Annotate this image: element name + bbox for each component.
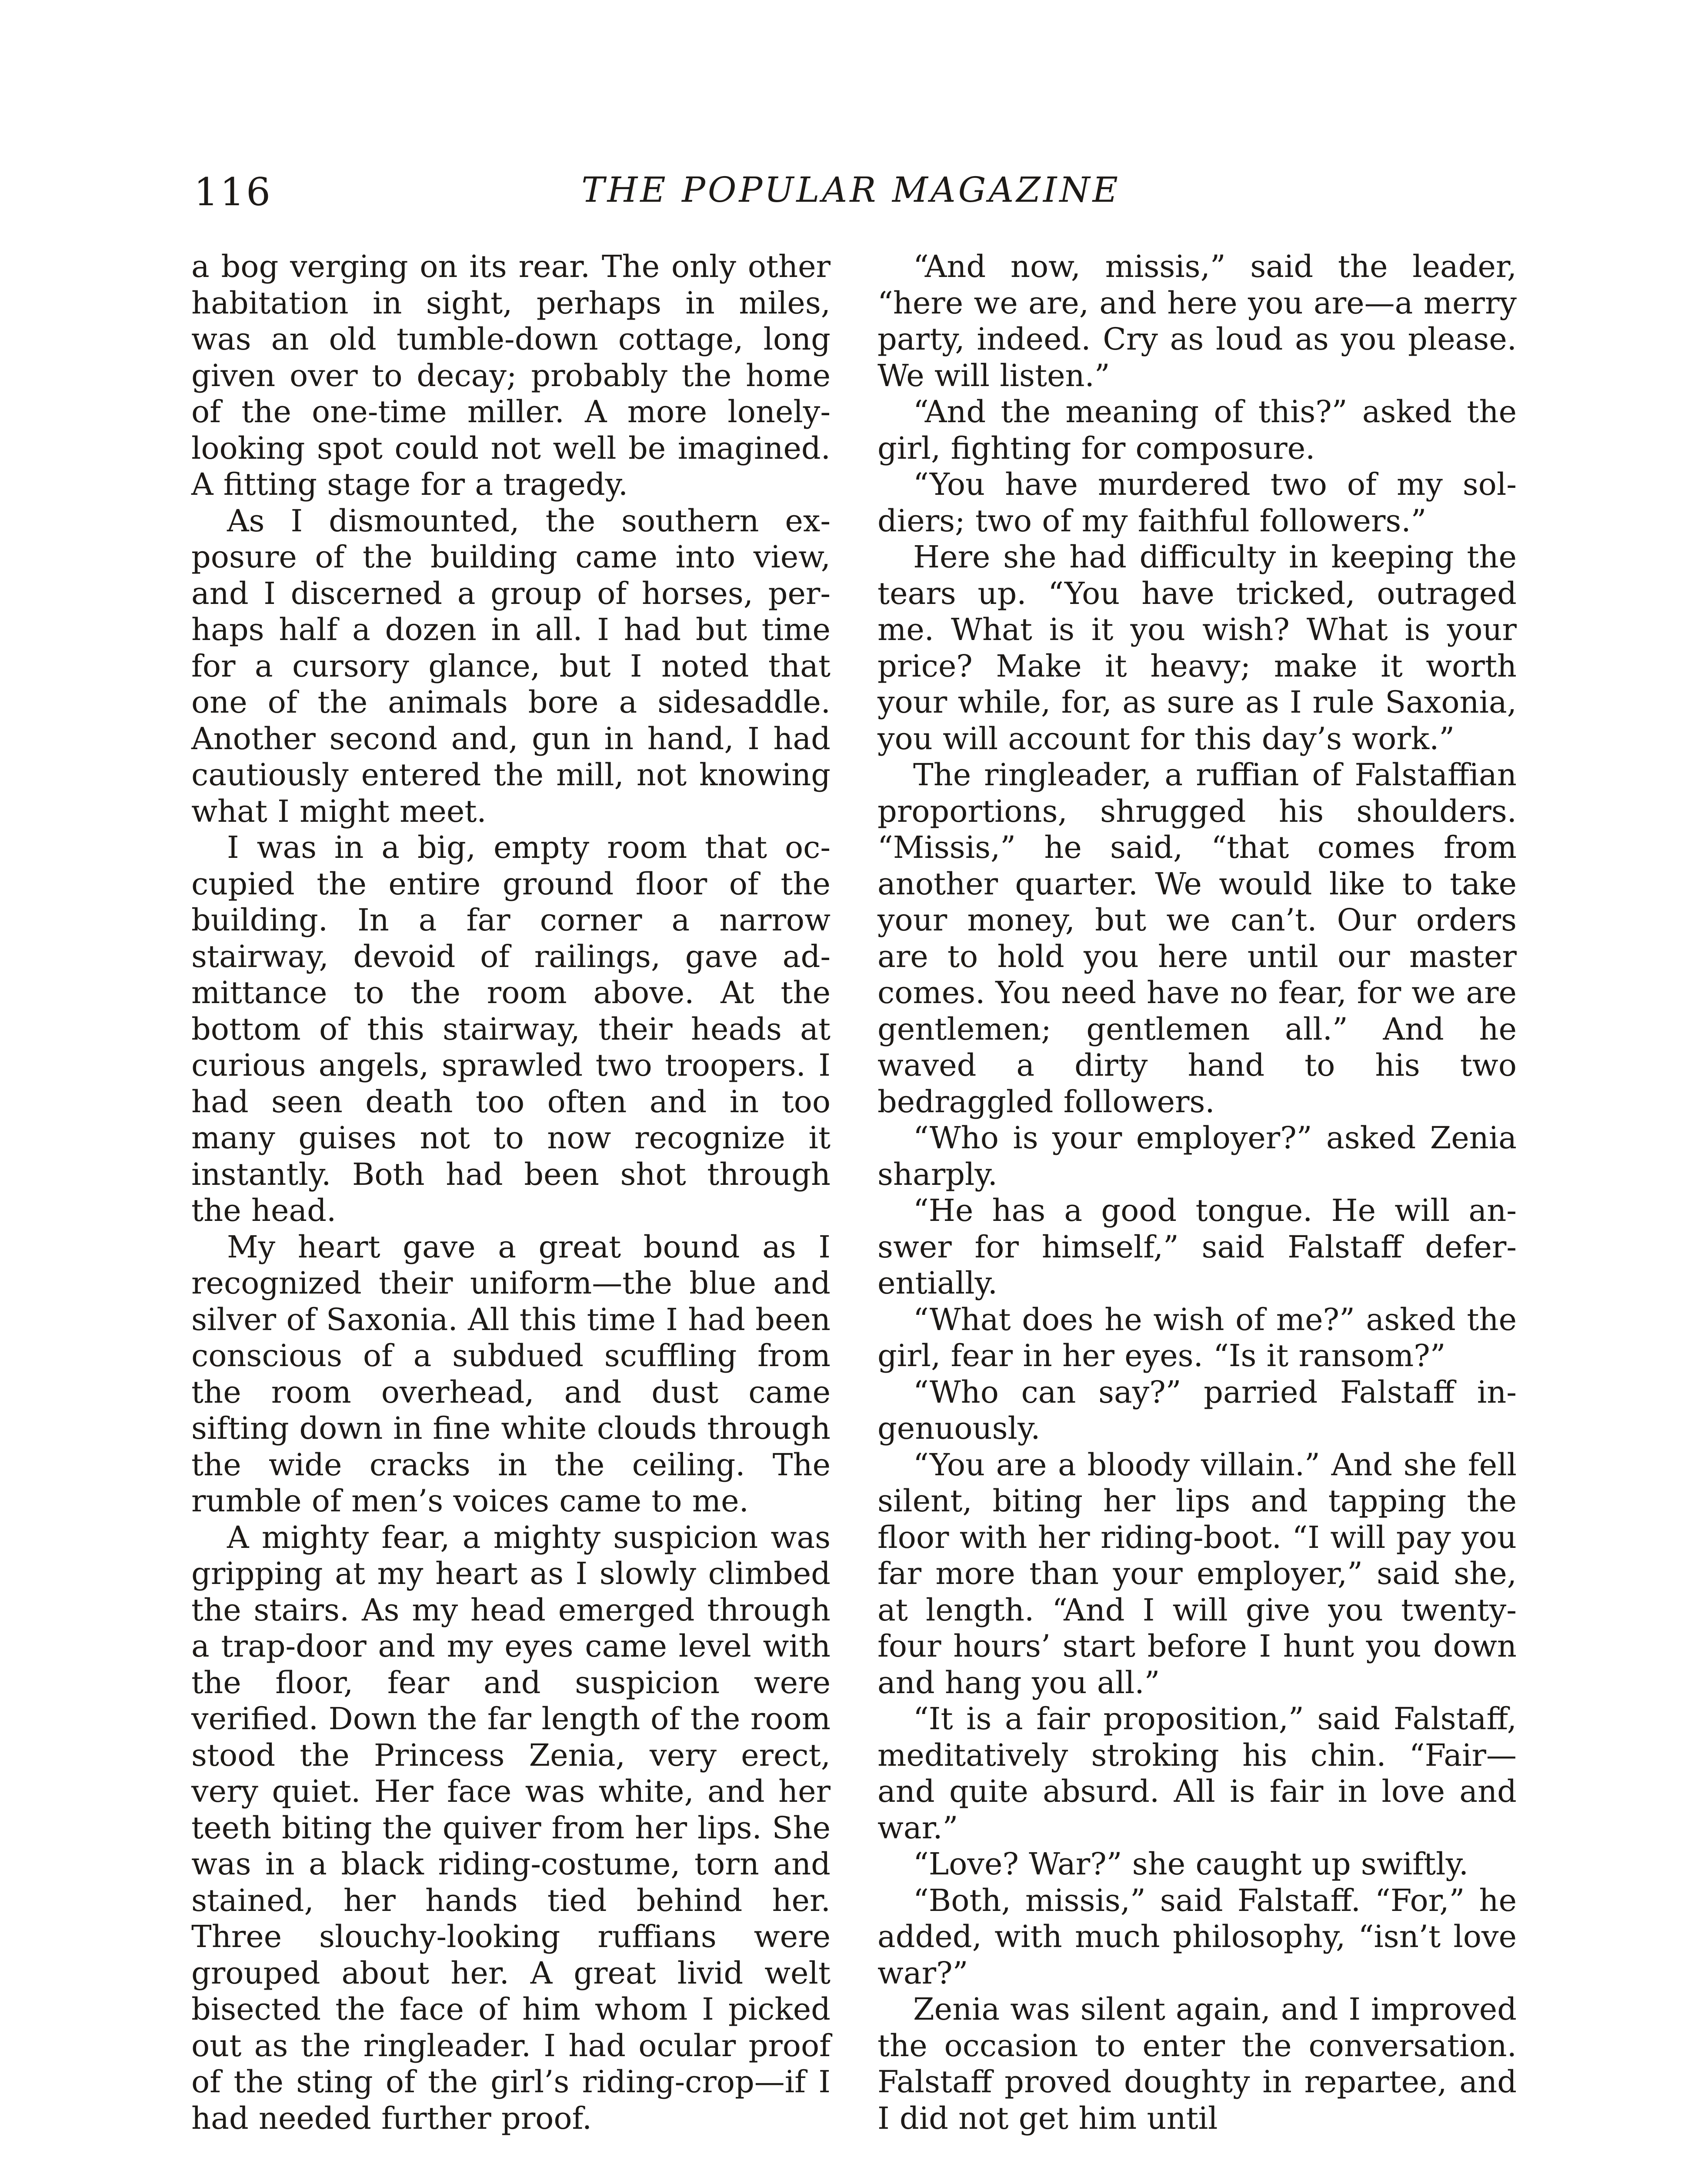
paragraph: “Love? War?” she caught up swiftly. xyxy=(913,1846,1469,1882)
left-column xyxy=(191,249,831,2137)
paragraph: Zenia was silent again, and I improved the occasion to enter the conversation. Falstaff proved doughty in repartee, and I did not get him until xyxy=(877,1991,1517,2136)
paragraph: My heart gave a great bound as I recognized their uniform—the blue and silver of Saxonia. All this time I had been conscious of a subdued scuffling from the room overhead, and dust came sifting down in fine white clouds through the wide cracks in the ceiling. The rumble of men’s voices came to me. xyxy=(191,1229,831,1519)
running-title: THE POPULAR MAGAZINE xyxy=(581,170,1121,210)
paragraph: “It is a fair proposition,” said Falstaff, meditatively stroking his chin. “Fair—and quite absurd. All is fair in love and war.” xyxy=(877,1701,1517,1846)
paragraph: “Who is your employer?” asked Zenia sharply. xyxy=(877,1120,1517,1192)
paragraph: “Both, missis,” said Falstaff. “For,” he added, with much philosophy, “isn’t love war?” xyxy=(877,1882,1517,1991)
paragraph: “And the meaning of this?” asked the girl, fighting for composure. xyxy=(877,394,1517,466)
paragraph: “You are a bloody villain.” And she fell silent, biting her lips and tapping the floor with her riding-boot. “I will pay you far more than your employer,” said she, at length. “And I will give you twenty-four hours’ start before I hunt you down and hang you all.” xyxy=(877,1447,1517,1701)
paragraph: Here she had difficulty in keeping the tears up. “You have tricked, outraged me. What is it you wish? What is your price? Make it heavy; make it worth your while, for, as sure as I rule Saxonia, you will account for this day’s work.” xyxy=(877,539,1517,757)
paragraph: “And now, missis,” said the leader, “here we are, and here you are—a merry party, indeed. Cry as loud as you please. We will listen.” xyxy=(877,249,1517,393)
right-column xyxy=(877,249,1517,2137)
page-header xyxy=(194,165,1508,226)
paragraph: As I dismounted, the southern exposure of the building came into view, and I discerned a group of horses, perhaps half a dozen in all. I had but time for a cursory glance, but I noted that one of the animals bore a sidesaddle. Another second and, gun in hand, I had cautiously entered the mill, not knowing what I might meet. xyxy=(191,503,831,829)
page-number: 116 xyxy=(194,170,272,214)
paragraph: “What does he wish of me?” asked the girl, fear in her eyes. “Is it ransom?” xyxy=(877,1301,1517,1374)
paragraph: “Who can say?” parried Falstaff ingenuously. xyxy=(877,1374,1517,1446)
paragraph: I was in a big, empty room that occupied the entire ground floor of the building. In a far corner a narrow stairway, devoid of railings, gave admittance to the room above. At the bottom of this stairway, their heads at curious angels, sprawled two troopers. I had seen death too often and in too many guises not to now recognize it instantly. Both had been shot through the head. xyxy=(191,830,831,1228)
paragraph: The ringleader, a ruffian of Falstaffian proportions, shrugged his shoulders. “Missis,” he said, “that comes from another quarter. We would like to take your money, but we can’t. Our orders are to hold you here until our master comes. You need have no fear, for we are gentlemen; gentlemen all.” And he waved a dirty hand to his two bedraggled followers. xyxy=(877,757,1517,1120)
paragraph: a bog verging on its rear. The only other habitation in sight, perhaps in miles, was an old tumble-down cottage, long given over to decay; probably the home of the one-time miller. A more lonely-looking spot could not well be imagined. A fitting stage for a tragedy. xyxy=(191,249,831,502)
paragraph: A mighty fear, a mighty suspicion was gripping at my heart as I slowly climbed the stairs. As my head emerged through a trap-door and my eyes came level with the floor, fear and suspicion were verified. Down the far length of the room stood the Princess Zenia, very erect, very quiet. Her face was white, and her teeth biting the quiver from her lips. She was in a black riding-costume, torn and stained, her hands tied behind her. Three slouchy-looking ruffians were grouped about her. A great livid welt bisected the face of him whom I picked out as the ringleader. I had ocular proof of the sting of the girl’s riding-crop—if I had needed further proof. xyxy=(191,1519,831,2136)
paragraph: “He has a good tongue. He will answer for himself,” said Falstaff deferentially. xyxy=(877,1193,1517,1301)
paragraph: “You have murdered two of my soldiers; two of my faithful followers.” xyxy=(877,467,1517,539)
